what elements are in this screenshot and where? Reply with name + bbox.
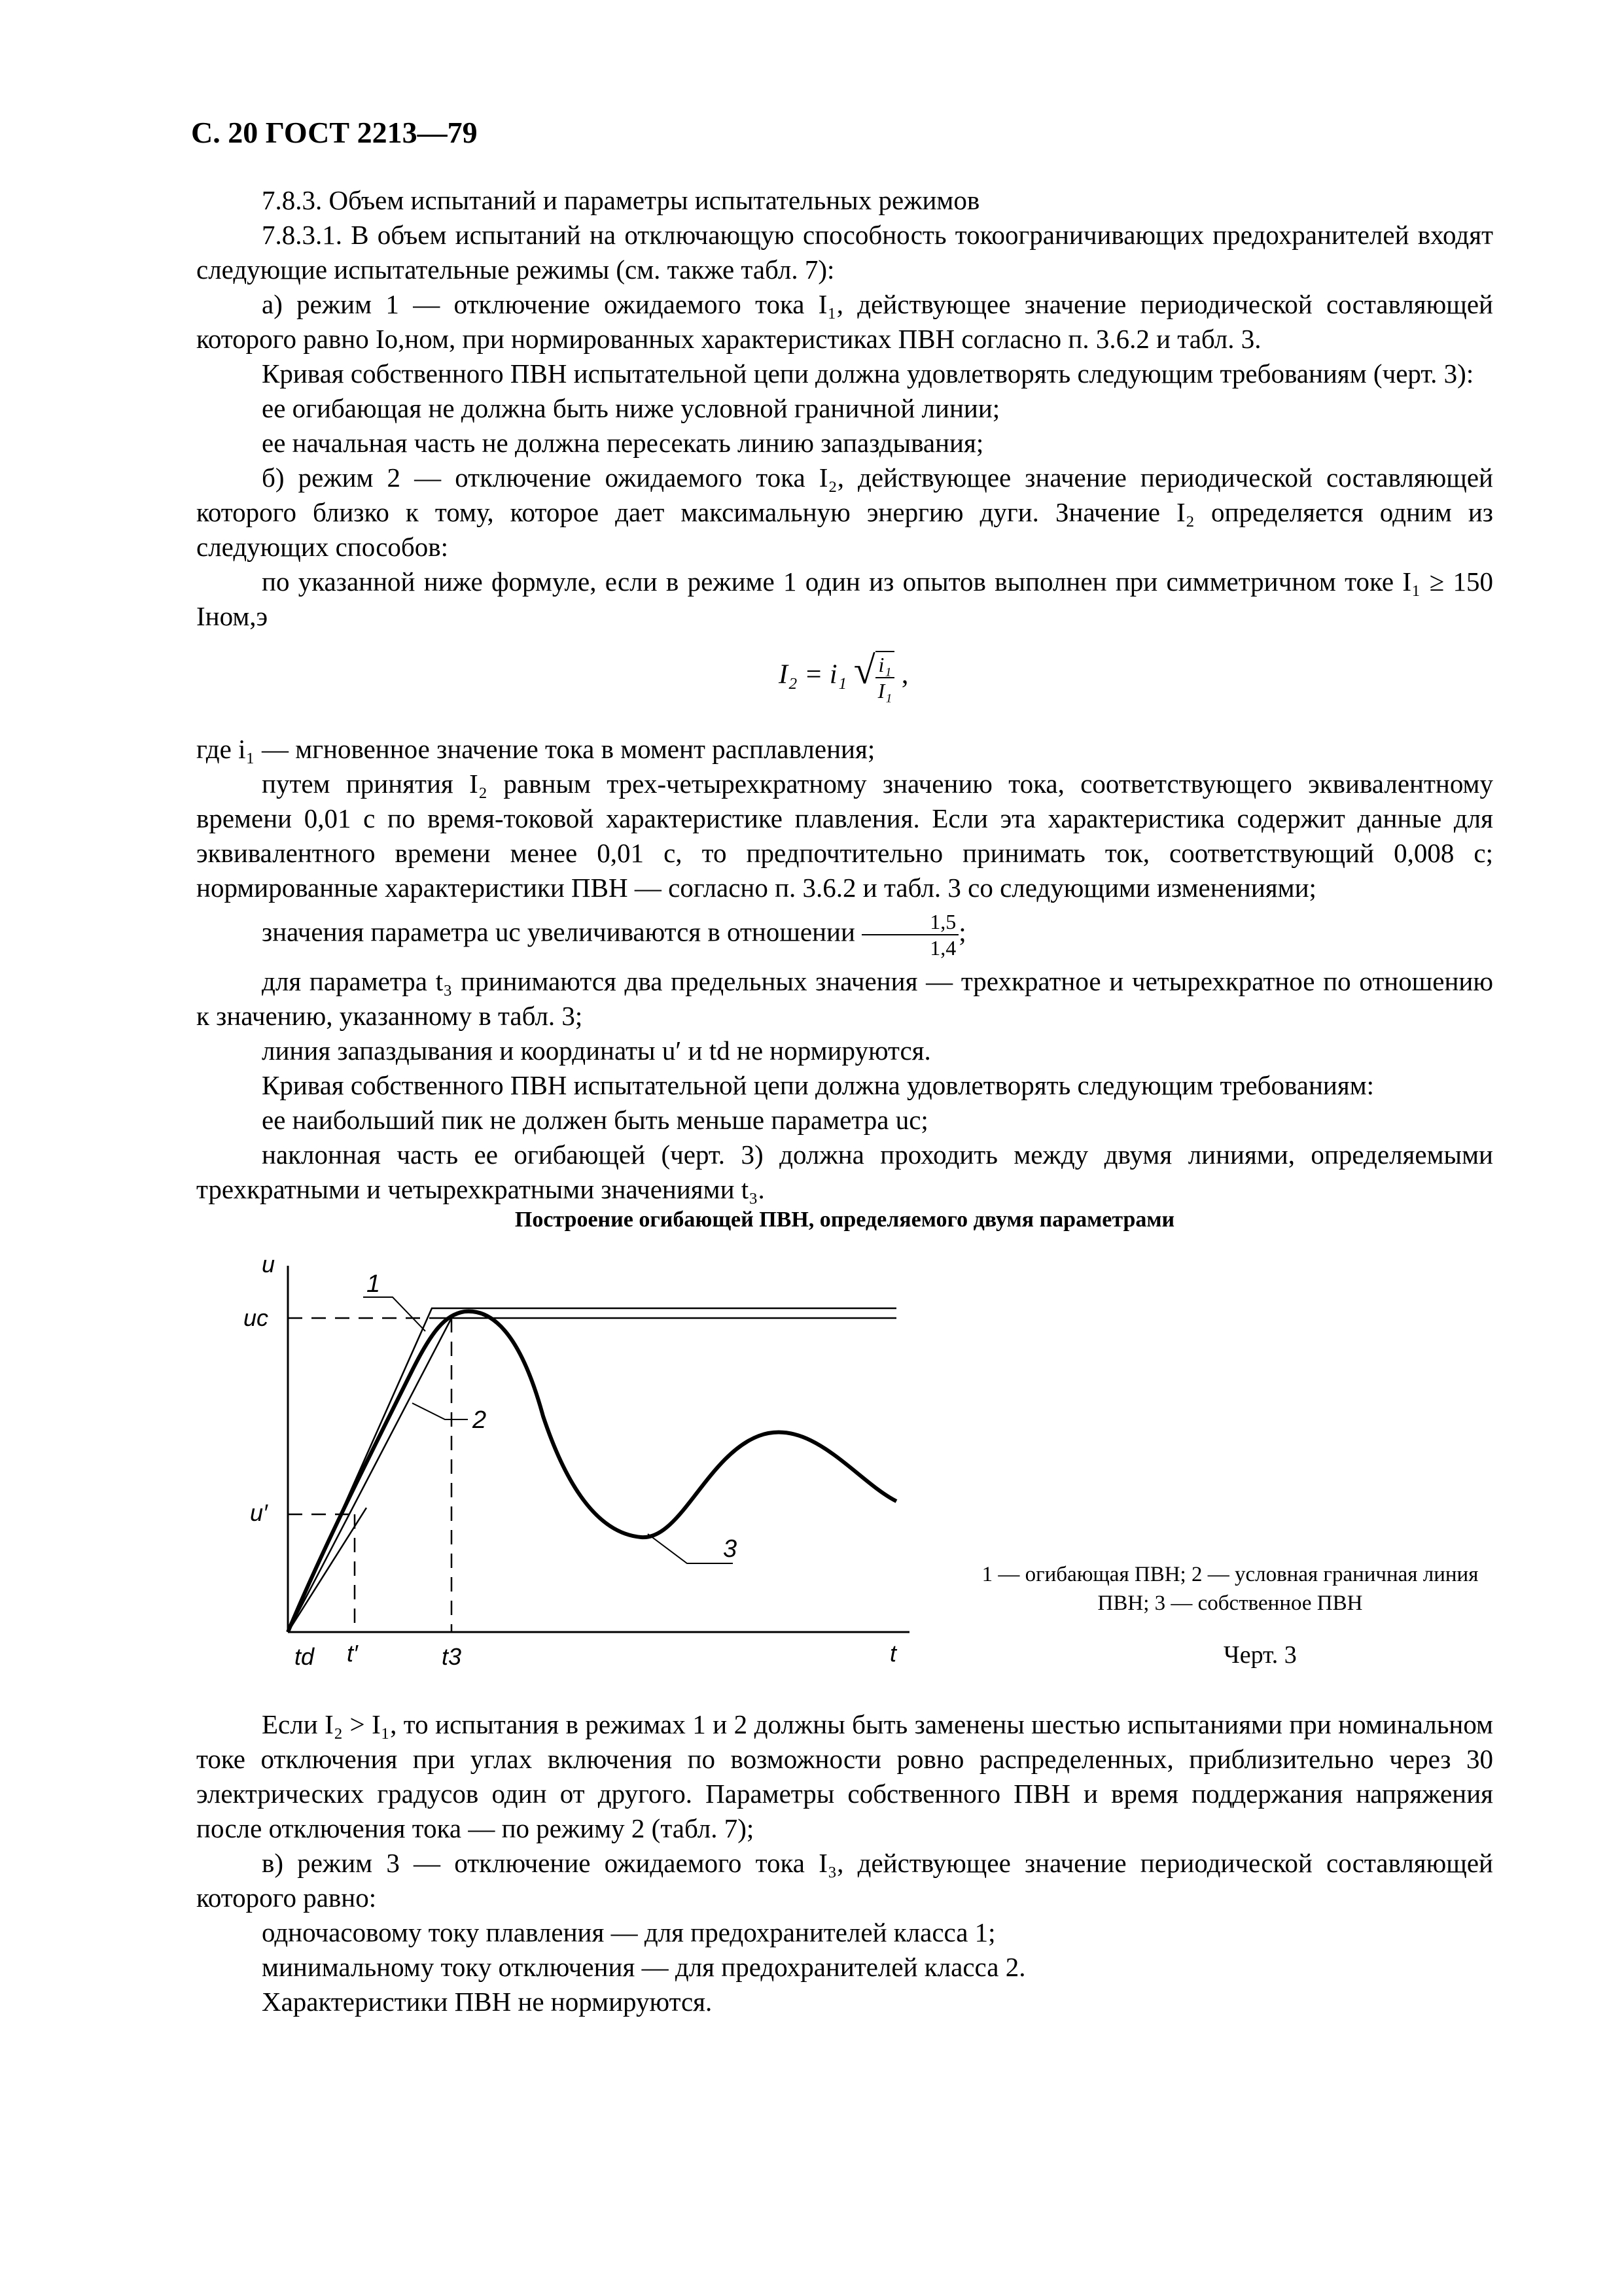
paragraph: где i₁ — мгновенное значение тока в момент расплавления; (196, 734, 875, 764)
paragraph: ее огибающая не должна быть ниже условной граничной линии; (262, 393, 1000, 423)
formula-numerator: i₁ (875, 652, 895, 678)
ratio-numerator: 1,5 (862, 909, 959, 935)
curve-1-label: 1 (366, 1270, 381, 1298)
t3-label: t3 (442, 1643, 462, 1670)
curve-2-label: 2 (472, 1406, 487, 1434)
body-text-bottom (196, 1707, 1493, 2019)
x-axis-label: t (890, 1640, 897, 1667)
sqrt-sign: √ (853, 648, 875, 692)
ratio-fraction (862, 909, 959, 960)
formula-denominator: I₁ (877, 679, 892, 703)
paragraph: Кривая собственного ПВН испытательной цепи должна удовлетворять следующим требованиям: (262, 1070, 1375, 1100)
ratio-line (196, 909, 1493, 960)
paragraph: б) режим 2 — отключение ожидаемого тока I₂, действующее значение периодической составляющей которого близко к тому, которое дает максимальную энергию дуги. Значение I₂ определяется одним из следующих способов: (196, 462, 1493, 562)
formula-fraction (875, 651, 895, 703)
body-text-top (196, 183, 1493, 1207)
paragraph: а) режим 1 — отключение ожидаемого тока I₁, действующее значение периодической составляющей которого равно Iо,ном, при нормированных характеристиках ПВН согласно п. 3.6.2 и табл. 3. (196, 289, 1493, 354)
u-prime-label: u′ (250, 1499, 268, 1526)
td-label: td (294, 1643, 315, 1670)
ratio-denominator: 1,4 (930, 936, 957, 960)
formula-lhs: I₂ = i₁ (779, 659, 847, 690)
trv-figure (236, 1246, 929, 1678)
paragraph: минимальному току отключения — для предохранителей класса 2. (262, 1952, 1026, 1982)
paragraph: одночасовому току плавления — для предохранителей класса 1; (262, 1917, 996, 1947)
paragraph: 7.8.3.1. В объем испытаний на отключающую способность токоограничивающих предохранителей входят следующие испытательные режимы (см. также табл. 7): (196, 220, 1493, 285)
t-prime-label: t′ (347, 1640, 358, 1667)
paragraph: Кривая собственного ПВН испытательной цепи должна удовлетворять следующим требованиям (черт. 3): (262, 358, 1474, 389)
ratio-tail: ; (959, 916, 966, 947)
paragraph: путем принятия I₂ равным трех-четырехкратному значению тока, соответствующего эквивалентному времени 0,01 с по время-токовой характеристике плавления. Если эта характеристика содержит данные для эквивалентного времени менее 0,01 с, то предпочтительно принимать ток, соответствующий 0,008 с; нормированные характеристики ПВН — согласно п. 3.6.2 и табл. 3 со следующими изменениями; (196, 769, 1493, 903)
paragraph: 7.8.3. Объем испытаний и параметры испытательных режимов (262, 185, 980, 215)
formula (779, 648, 909, 703)
paragraph: ее наибольший пик не должен быть меньше параметра uс; (262, 1105, 928, 1135)
paragraph: ее начальная часть не должна пересекать линию запаздывания; (262, 428, 984, 458)
paragraph: наклонная часть ее огибающей (черт. 3) должна проходить между двумя линиями, определяемыми трехкратными и четырехкратными значениями t₃. (196, 1139, 1493, 1204)
curve-3-label: 3 (723, 1535, 737, 1563)
trv-curve-3 (288, 1312, 896, 1632)
envelope-line-1 (288, 1308, 896, 1632)
paragraph: Если I₂ > I₁, то испытания в режимах 1 и 2 должны быть заменены шестью испытаниями при номинальном токе отключения при углах включения по возможности ровно распределенных, приблизительно через 30 электрических градусов один от другого. Параметры собственного ПВН и время поддержания напряжения после отключения тока — по режиму 2 (табл. 7); (196, 1709, 1493, 1843)
uc-label: uc (243, 1304, 269, 1331)
chart-title: Построение огибающей ПВН, определяемого двумя параметрами (514, 1208, 1175, 1232)
paragraph: для параметра t₃ принимаются два предельных значения — трехкратное и четырехкратное по отношению к значению, указанному в табл. 3; (196, 966, 1493, 1031)
ratio-text: значения параметра uс увеличиваются в отношении (262, 916, 855, 947)
paragraph: в) режим 3 — отключение ожидаемого тока I₃, действующее значение периодической составляющей которого равно: (196, 1848, 1493, 1913)
formula-tail: , (901, 659, 909, 690)
paragraph: Характеристики ПВН не нормируются. (262, 1987, 713, 2017)
paragraph: линия запаздывания и координаты u′ и td не нормируются. (262, 1035, 931, 1066)
figure-legend: 1 — огибающая ПВН; 2 — условная граничная линия ПВН; 3 — собственное ПВН (981, 1563, 1479, 1615)
label-1-leader (363, 1297, 425, 1331)
paragraph: по указанной ниже формуле, если в режиме 1 один из опытов выполнен при симметричном токе I₁ ≥ 150 Iном,э (196, 566, 1493, 631)
label-2-leader (412, 1403, 468, 1419)
figure-caption: Черт. 3 (1224, 1641, 1297, 1669)
label-3-leader (648, 1534, 733, 1563)
y-axis-label: u (262, 1251, 275, 1278)
formula-line (196, 634, 1493, 732)
boundary-line-2 (288, 1318, 451, 1632)
page-header: С. 20 ГОСТ 2213—79 (191, 116, 478, 149)
